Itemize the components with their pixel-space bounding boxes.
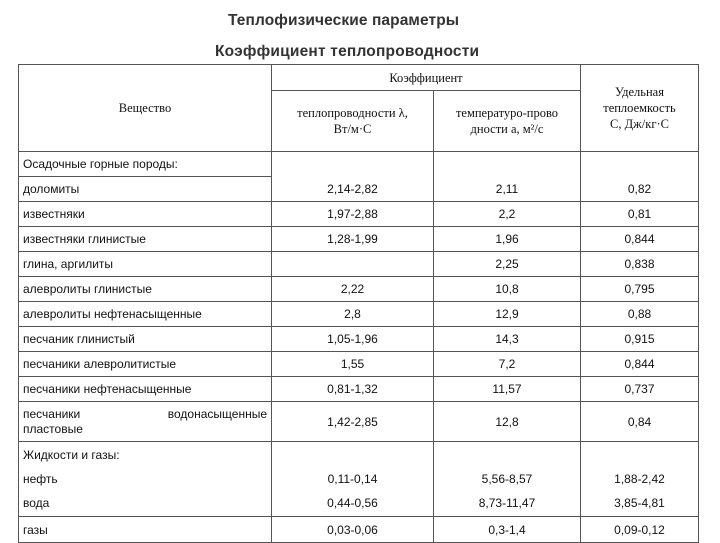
table-cell-heat: 0,795 xyxy=(581,277,699,302)
table-row-name: газы xyxy=(19,517,272,543)
table-row xyxy=(19,352,699,377)
parameters-table: Вещество Коэффициент Удельная теплоемкость С, Дж/кг·С теплопроводности λ, Вт/м·С температуро-прово дности a, м²/с Осадочные горные породы: доломиты 2,14-2,82 2,11 0,82 известняки 1,97-2,88 2,2 0,81 известняки глинистые 1,28-1,99 1,96 0,844 глина, аргилиты 2,25 0,838 алевролиты глинистые 2,22 10,8 0,795 алевролиты нефтенасыщенные 2,8 12,9 0,88 песчаник глинистый 1,05-1,96 14,3 0,915 песчаники алевролитистые 1,55 7,2 0,844 песчаники нефтенасыщенные 0,81-1,32 11,57 0,737 песчаники водонасыщенные пластовые 1,42-2,85 12,8 0,84 Жидкости и газы: нефть вода 0,11-0,14 0,44-0,56 5,56-8,57 8,73-11,47 1,88-2,42 3,85-4,81 газы 0,03-0,06 0,3-1,4 0,09-0,12 xyxy=(18,64,699,543)
table-cell-heat: 0,844 xyxy=(581,227,699,252)
table-cell-name: глина, аргилиты xyxy=(19,252,272,277)
table-cell-name: песчаник глинистый xyxy=(19,327,272,352)
table-cell-heat: 0,82 xyxy=(581,177,699,202)
table-cell-name: алевролиты глинистые xyxy=(19,277,272,302)
table-cell-name: известняки xyxy=(19,202,272,227)
table-cell-diffusivity: 2,2 xyxy=(434,202,581,227)
section-sedimentary: Осадочные горные породы: xyxy=(19,152,272,177)
table-cell-lambda: 0,81-1,32 xyxy=(272,377,434,402)
table-cell-heat: 0,81 xyxy=(581,202,699,227)
table-cell-diffusivity: 1,96 xyxy=(434,227,581,252)
header-diffusivity: температуро-прово дности a, м²/с xyxy=(434,91,581,152)
table-cell-diffusivity: 14,3 xyxy=(434,327,581,352)
table-row xyxy=(19,202,699,227)
table-cell-diffusivity: 2,25 xyxy=(434,252,581,277)
table-cell-lambda: 1,55 xyxy=(272,352,434,377)
header-heat-capacity: Удельная теплоемкость С, Дж/кг·С xyxy=(581,65,699,152)
table-cell-lambda: 2,22 xyxy=(272,277,434,302)
title-line-1: Теплофизические параметры xyxy=(228,12,460,29)
table-cell-diffusivity: 12,8 xyxy=(434,402,581,442)
table-cell-diffusivity: 12,9 xyxy=(434,302,581,327)
table-row xyxy=(19,252,699,277)
table-cell-diffusivity: 7,2 xyxy=(434,352,581,377)
table-cell-name: алевролиты нефтенасыщенные xyxy=(19,302,272,327)
table-cell-lambda: 1,42-2,85 xyxy=(272,402,434,442)
header-substance: Вещество xyxy=(19,65,272,152)
table-cell-lambda: 2,14-2,82 xyxy=(272,177,434,202)
table-cell-lambda: 1,97-2,88 xyxy=(272,202,434,227)
table-cell-name: песчаники алевролитистые xyxy=(19,352,272,377)
table-cell-diffusivity: 11,57 xyxy=(434,377,581,402)
table-cell-heat: 0,844 xyxy=(581,352,699,377)
table-cell-lambda xyxy=(272,252,434,277)
table-cell-heat: 0,84 xyxy=(581,402,699,442)
table-row xyxy=(19,377,699,402)
section-fluids: Жидкости и газы: xyxy=(23,448,120,462)
table-cell-lambda: 1,05-1,96 xyxy=(272,327,434,352)
table-cell-diffusivity: 2,11 xyxy=(434,177,581,202)
table-cell-heat: 0,915 xyxy=(581,327,699,352)
fluids-names: Жидкости и газы: нефть вода xyxy=(19,442,272,517)
table-row-name: песчаники водонасыщенные пластовые xyxy=(19,402,272,442)
table-cell-heat: 0,88 xyxy=(581,302,699,327)
title-line-2: Коэффициент теплопроводности xyxy=(215,43,480,60)
table-row xyxy=(19,327,699,352)
table-row xyxy=(19,277,699,302)
table-cell-lambda: 1,28-1,99 xyxy=(272,227,434,252)
table-cell-lambda: 2,8 xyxy=(272,302,434,327)
table-cell-heat: 0,838 xyxy=(581,252,699,277)
table-cell-name: песчаники нефтенасыщенные xyxy=(19,377,272,402)
table-cell-diffusivity: 10,8 xyxy=(434,277,581,302)
table-row xyxy=(19,177,699,202)
table-cell-name: доломиты xyxy=(19,177,272,202)
table-row xyxy=(19,302,699,327)
table-cell-name: известняки глинистые xyxy=(19,227,272,252)
header-coefficient: Коэффициент xyxy=(272,65,581,91)
table-row xyxy=(19,227,699,252)
table-cell-heat: 0,737 xyxy=(581,377,699,402)
header-conductivity: теплопроводности λ, Вт/м·С xyxy=(272,91,434,152)
